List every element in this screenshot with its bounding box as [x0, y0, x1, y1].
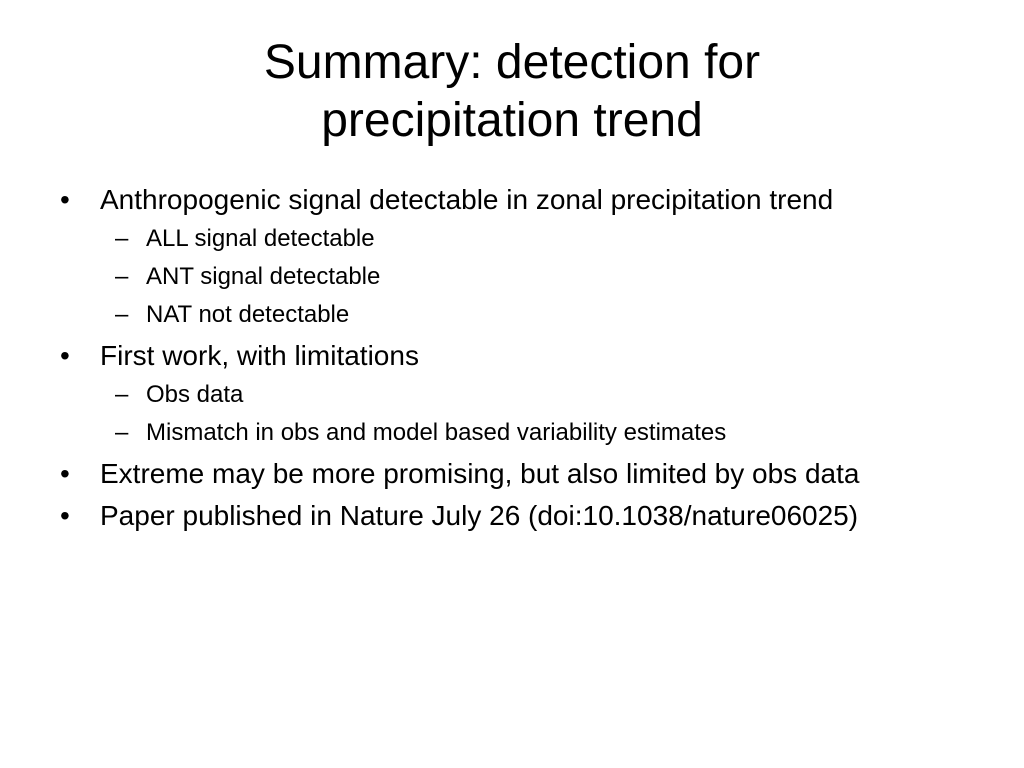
sub-bullet-text: Mismatch in obs and model based variability estimates	[146, 419, 727, 446]
sub-bullet-marker: –	[115, 381, 129, 408]
sub-bullet-marker: –	[115, 225, 129, 252]
bullet-text: Anthropogenic signal detectable in zonal precipitation trend	[100, 184, 834, 215]
bullet-marker: •	[60, 500, 70, 531]
bullet-group-4	[0, 496, 1024, 536]
bullet-marker: •	[60, 184, 70, 215]
sub-bullet-marker: –	[115, 419, 129, 446]
bullet-text: Extreme may be more promising, but also limited by obs data	[100, 458, 860, 489]
sub-bullet-text: ANT signal detectable	[146, 263, 381, 290]
sub-bullet-marker: –	[115, 301, 129, 328]
bullet-item	[0, 496, 1024, 536]
bullet-item	[0, 180, 1024, 220]
slide-title	[60, 34, 964, 150]
slide-body	[0, 180, 1024, 538]
bullet-group-3	[0, 454, 1024, 494]
bullet-item	[0, 336, 1024, 376]
slide-title-line-2: precipitation trend	[321, 94, 703, 147]
slide-title-line-1: Summary: detection for	[263, 36, 761, 89]
sub-bullet-item	[0, 296, 1024, 334]
sub-bullet-item	[0, 258, 1024, 296]
bullet-group-2	[0, 336, 1024, 452]
bullet-text: First work, with limitations	[100, 340, 419, 371]
bullet-marker: •	[60, 458, 70, 489]
sub-bullet-marker: –	[115, 263, 129, 290]
sub-bullet-text: NAT not detectable	[146, 301, 350, 328]
sub-bullet-item	[0, 220, 1024, 258]
sub-bullet-item	[0, 376, 1024, 414]
bullet-text: Paper published in Nature July 26 (doi:10.1038/nature06025)	[100, 500, 859, 531]
bullet-group-1	[0, 180, 1024, 334]
sub-bullet-text: Obs data	[146, 381, 244, 408]
sub-bullet-item	[0, 414, 1024, 452]
sub-bullet-text: ALL signal detectable	[146, 225, 375, 252]
bullet-marker: •	[60, 340, 70, 371]
bullet-item	[0, 454, 1024, 494]
